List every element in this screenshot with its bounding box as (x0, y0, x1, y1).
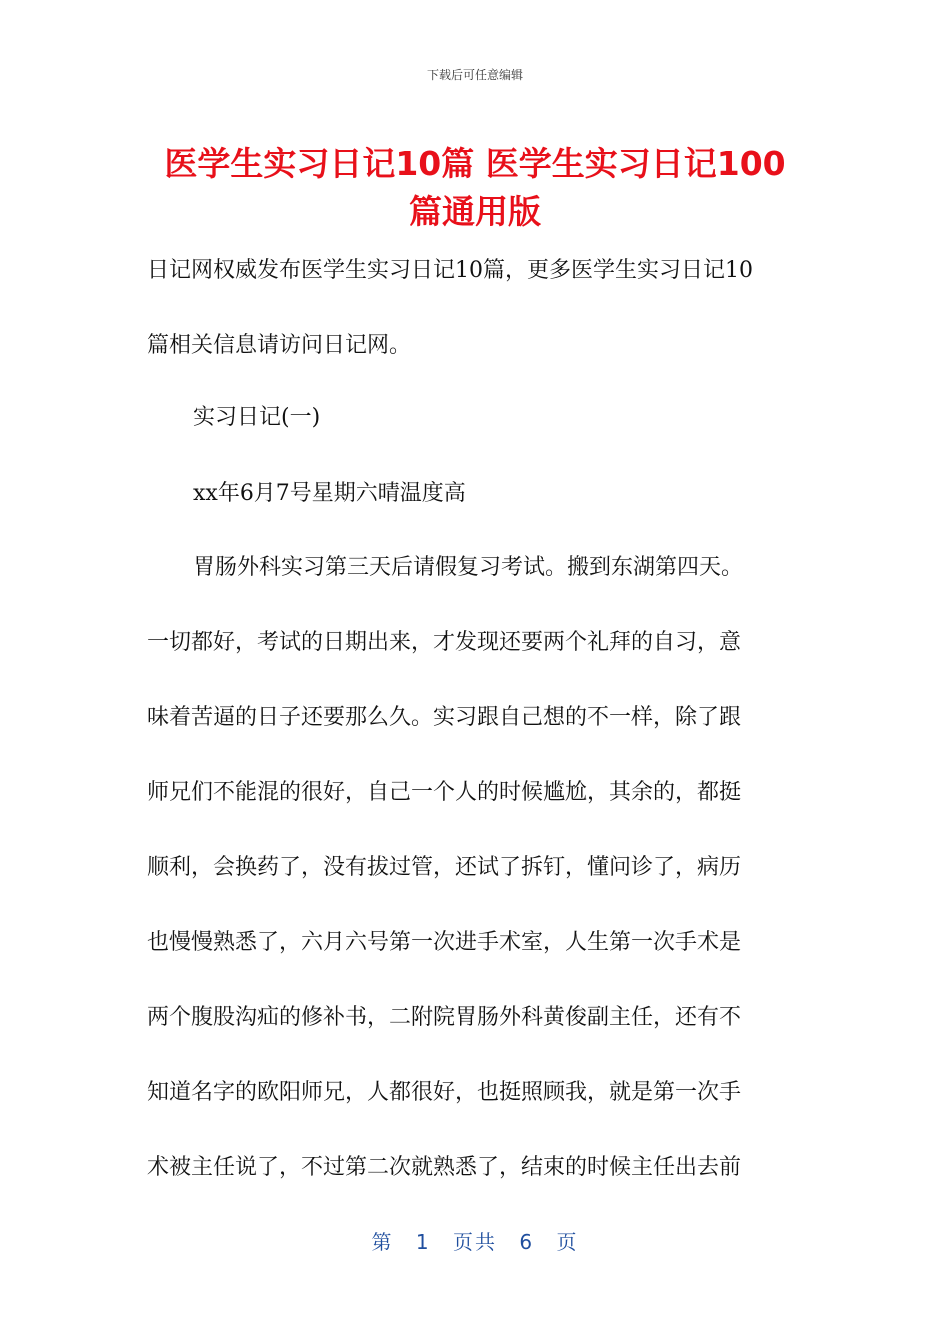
footer-of-label: 页共 (453, 1230, 497, 1254)
document-title (100, 140, 850, 236)
paragraph-line: 顺利，会换药了，没有拔过管，还试了拆钉，懂问诊了，病历 (147, 855, 742, 880)
footer-page-label: 第 (371, 1230, 394, 1254)
title-line-1: 医学生实习日记10篇 医学生实习日记100 (164, 144, 786, 183)
paragraph-line: 知道名字的欧阳师兄，人都很好，也挺照顾我，就是第一次手 (147, 1080, 742, 1105)
header-note: 下载后可任意编辑 (426, 68, 523, 82)
footer-page-number: 1 (415, 1230, 431, 1254)
footer-total-pages: 6 (519, 1230, 535, 1254)
title-line-2: 篇通用版 (409, 192, 541, 231)
footer-page-unit: 页 (556, 1230, 579, 1254)
intro-line-2: 篇相关信息请访问日记网。 (147, 333, 412, 358)
paragraph-line: 味着苦逼的日子还要那么久。实习跟自己想的不一样，除了跟 (147, 705, 742, 730)
intro-line-1: 日记网权威发布医学生实习日记10篇，更多医学生实习日记10 (147, 258, 753, 283)
page-footer (0, 1226, 950, 1255)
paragraph-line: 术被主任说了，不过第二次就熟悉了，结束的时候主任出去前 (147, 1155, 742, 1180)
diary-date-line: xx年6月7号星期六晴温度高 (193, 481, 466, 506)
paragraph-line: 两个腹股沟疝的修补书，二附院胃肠外科黄俊副主任，还有不 (147, 1005, 742, 1030)
paragraph-line: 一切都好，考试的日期出来，才发现还要两个礼拜的自习，意 (147, 630, 742, 655)
section-heading: 实习日记(一) (193, 405, 321, 430)
paragraph-line: 师兄们不能混的很好，自己一个人的时候尴尬，其余的，都挺 (147, 780, 742, 805)
paragraph-line: 也慢慢熟悉了，六月六号第一次进手术室，人生第一次手术是 (147, 930, 742, 955)
paragraph-line: 胃肠外科实习第三天后请假复习考试。搬到东湖第四天。 (193, 555, 744, 580)
